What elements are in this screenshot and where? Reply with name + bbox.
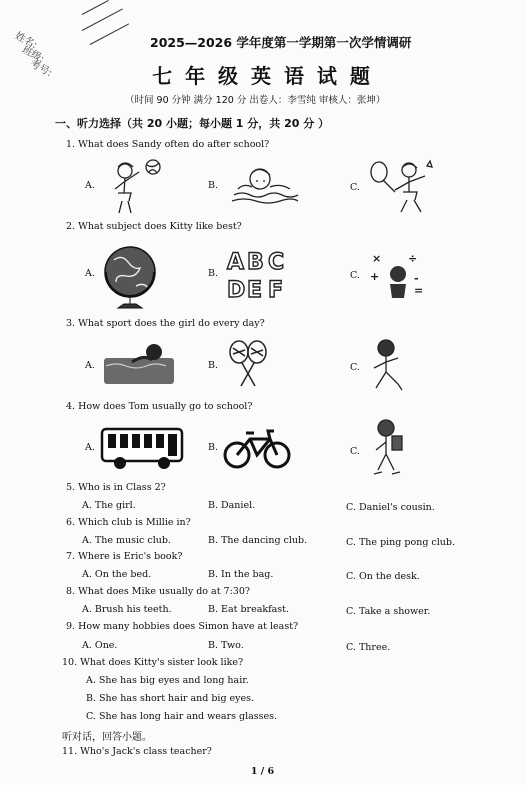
option-label-a: A. — [85, 442, 95, 453]
question-1 — [66, 139, 269, 150]
girl-running-picture — [368, 338, 408, 394]
exam-name: 2025—2026 学年度第一学期第一次学情调研 — [150, 35, 412, 50]
svg-text:E: E — [247, 278, 263, 303]
question-text: What sport does the girl do every day? — [78, 318, 265, 329]
option-b: B. Eat breakfast. — [208, 604, 290, 615]
option-label-b: B. — [208, 442, 219, 453]
option-b: B. She has short hair and big eyes. — [86, 693, 255, 704]
svg-text:×: × — [372, 252, 382, 265]
binding-line — [90, 23, 129, 45]
option-label-b: B. — [208, 268, 219, 279]
question-text: How many hobbies does Simon have at least? — [78, 621, 299, 632]
svg-text:A: A — [227, 250, 245, 275]
option-c: C. Take a shower. — [346, 606, 431, 617]
question-text: What does Mike usually do at 7:30? — [78, 586, 250, 597]
svg-text:D: D — [227, 278, 246, 303]
tennis-rackets-picture — [225, 340, 271, 388]
question-number: 11. — [62, 746, 78, 757]
option-a: A. Brush his teeth. — [82, 604, 172, 615]
option-c: C. On the desk. — [346, 571, 420, 582]
option-a: A. On the bed. — [82, 569, 152, 580]
globe-picture — [100, 242, 160, 312]
exam-info: （时间 90 分钟 满分 120 分 出卷人：李雪纯 审核人：张坤） — [125, 95, 386, 106]
question-10 — [62, 657, 243, 668]
binding-line — [82, 0, 109, 15]
question-text: What does Sandy often do after school? — [78, 139, 270, 150]
option-label-c: C. — [350, 446, 360, 457]
option-label-a: A. — [85, 180, 95, 191]
option-label-a: A. — [85, 360, 95, 371]
question-7 — [66, 551, 182, 562]
question-9 — [66, 621, 298, 632]
boy-walking-picture — [368, 418, 408, 478]
option-a: A. The music club. — [82, 535, 171, 546]
question-number: 8. — [66, 586, 76, 597]
girl-volleyball-picture — [105, 157, 167, 215]
option-label-b: B. — [208, 180, 219, 191]
girl-swimming-picture — [230, 163, 300, 207]
handwritten-class-label: 班级: — [19, 44, 46, 66]
question-5 — [66, 482, 166, 493]
option-c: C. Three. — [346, 642, 391, 653]
question-number: 2. — [66, 221, 76, 232]
option-label-c: C. — [350, 362, 360, 373]
question-number: 9. — [66, 621, 76, 632]
math-picture — [368, 250, 428, 302]
option-label-a: A. — [85, 268, 95, 279]
bus-picture — [100, 425, 184, 471]
question-text: Who is in Class 2? — [78, 482, 166, 493]
option-a: A. One. — [82, 640, 118, 651]
option-c: C. Daniel's cousin. — [346, 502, 435, 513]
option-label-b: B. — [208, 360, 219, 371]
question-6 — [66, 517, 191, 528]
handwritten-name-label: 姓名: — [12, 30, 39, 52]
option-c: C. The ping pong club. — [346, 537, 456, 548]
option-a: A. She has big eyes and long hair. — [86, 675, 249, 686]
question-text: Which club is Millie in? — [78, 517, 191, 528]
option-c: C. She has long hair and wears glasses. — [86, 711, 278, 722]
dialogue-instruction: 听对话，回答小题。 — [62, 732, 152, 743]
question-number: 5. — [66, 482, 76, 493]
option-label-c: C. — [350, 182, 360, 193]
option-b: B. The dancing club. — [208, 535, 308, 546]
page-title: 七 年 级 英 语 试 题 — [152, 64, 373, 88]
question-number: 6. — [66, 517, 76, 528]
question-number: 10. — [62, 657, 78, 668]
svg-text:-: - — [414, 272, 419, 285]
question-8 — [66, 586, 250, 597]
question-number: 3. — [66, 318, 76, 329]
question-2 — [66, 221, 242, 232]
question-number: 1. — [66, 139, 76, 150]
question-4 — [66, 401, 252, 412]
swimming-picture — [102, 340, 176, 388]
alphabet-letters-picture — [225, 245, 289, 303]
question-number: 7. — [66, 551, 76, 562]
section-heading: 一、听力选择（共 20 小题；每小题 1 分，共 20 分 ） — [55, 117, 330, 130]
question-number: 4. — [66, 401, 76, 412]
bicycle-picture — [222, 425, 292, 471]
option-label-c: C. — [350, 270, 360, 281]
question-text: Where is Eric's book? — [78, 551, 183, 562]
question-3 — [66, 318, 265, 329]
svg-text:=: = — [414, 284, 424, 297]
option-b: B. In the bag. — [208, 569, 274, 580]
option-b: B. Daniel. — [208, 500, 256, 511]
svg-text:F: F — [268, 278, 284, 303]
svg-text:B: B — [247, 250, 264, 275]
question-11 — [62, 746, 212, 757]
question-text: What subject does Kitty like best? — [78, 221, 242, 232]
page-number: 1 / 6 — [250, 766, 275, 777]
option-b: B. Two. — [208, 640, 244, 651]
svg-text:+: + — [370, 270, 380, 283]
girl-badminton-picture — [365, 158, 437, 216]
question-text: What does Kitty's sister look like? — [80, 657, 244, 668]
handwritten-id-label: 考号: — [27, 58, 54, 80]
question-text: How does Tom usually go to school? — [78, 401, 253, 412]
question-text: Who's Jack's class teacher? — [80, 746, 212, 757]
option-a: A. The girl. — [82, 500, 136, 511]
svg-text:÷: ÷ — [408, 252, 418, 265]
svg-text:C: C — [268, 250, 285, 275]
